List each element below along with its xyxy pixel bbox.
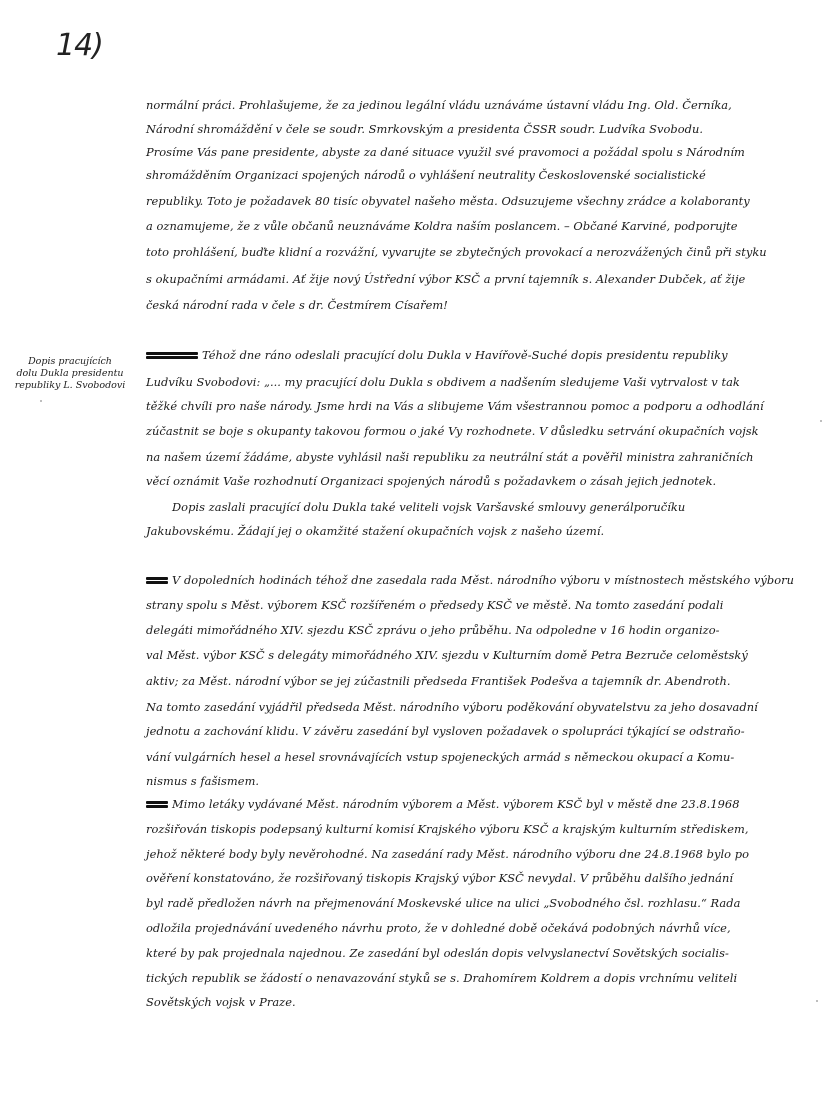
margin-note-line: republiky L. Svobodovi xyxy=(14,380,126,391)
text-line: Národní shromáždění v čele se soudr. Smrkovským a presidenta ČSSR soudr. Ludvíka Svobodu. xyxy=(146,122,704,136)
margin-note-line: dolu Dukla presidentu xyxy=(16,368,124,379)
text-line: zúčastnit se boje s okupanty takovou formou o jaké Vy rozhodnete. V důsledku setrvání okupačních vojsk xyxy=(146,424,759,438)
paragraph-marker xyxy=(146,576,168,585)
text-line: val Měst. výbor KSČ s delegáty mimořádného XIV. sjezdu v Kulturním domě Petra Bezruče celoměstský xyxy=(146,648,748,662)
scan-speck xyxy=(816,1000,818,1002)
scan-speck xyxy=(820,420,822,422)
text-line: Na tomto zasedání vyjádřil předseda Měst. národního výboru poděkování obyvatelstvu za jeho dosavadní xyxy=(146,700,758,714)
paragraph-marker xyxy=(146,351,198,360)
scan-speck xyxy=(40,400,42,402)
text-line: normální práci. Prohlašujeme, že za jedinou legální vládu uznáváme ústavní vládu Ing. Old. Černíka, xyxy=(146,98,732,112)
text-line: delegáti mimořádného XIV. sjezdu KSČ zprávu o jeho průběhu. Na odpoledne v 16 hodin organizo- xyxy=(146,623,720,637)
text-line xyxy=(146,348,728,362)
text-line: nismus s fašismem. xyxy=(146,774,260,788)
text-line: těžké chvíli pro naše národy. Jsme hrdi na Vás a slibujeme Vám všestrannou pomoc a podporu a odhodlání xyxy=(146,399,764,413)
text-line: jehož některé body byly nevěrohodné. Na zasedání rady Měst. národního výboru dne 24.8.1968 bylo po xyxy=(146,847,749,861)
text-line: odložila projednávání uvedeného návrhu proto, že v dohledné době očekává podobných návrhů více, xyxy=(146,921,731,935)
text-line: Sovětských vojsk v Praze. xyxy=(146,995,296,1009)
text-line: Dopis zaslali pracující dolu Dukla také veliteli vojsk Varšavské smlouvy generálporučíku xyxy=(172,500,686,514)
text-line xyxy=(146,797,740,811)
text-line: Prosíme Vás pane presidente, abyste za dané situace využil své pravomoci a požádal spolu s Národním xyxy=(146,145,745,159)
text-line: toto prohlášení, buďte klidní a rozvážní, vyvarujte se zbytečných provokací a nerozvážených činů při styku xyxy=(146,245,767,259)
margin-note xyxy=(2,356,138,392)
paragraph-marker xyxy=(146,800,168,809)
text-line-content: V dopoledních hodinách téhož dne zasedala rada Měst. národního výboru v místnostech městského výboru xyxy=(172,573,794,587)
text-line: byl radě předložen návrh na přejmenování Moskevské ulice na ulici „Svobodného čsl. rozhlasu.“ Rada xyxy=(146,896,741,910)
text-line: a oznamujeme, že z vůle občanů neuznáváme Koldra naším poslancem. – Občané Karviné, podporujte xyxy=(146,219,738,233)
text-line xyxy=(146,573,794,587)
text-line: Jakubovskému. Žádají jej o okamžité stažení okupačních vojsk z našeho území. xyxy=(146,524,605,538)
text-line: česká národní rada v čele s dr. Čestmírem Císařem! xyxy=(146,298,448,312)
text-line: které by pak projednala najednou. Ze zasedání byl odeslán dopis velvyslanectví Sovětských socialis- xyxy=(146,946,729,960)
text-line-content: Mimo letáky vydávané Měst. národním výborem a Měst. výborem KSČ byl v městě dne 23.8.1968 xyxy=(172,797,740,811)
text-line: věcí oznámit Vaše rozhodnutí Organizaci spojených národů s požadavkem o zásah jejich jednotek. xyxy=(146,474,717,488)
text-line: aktiv; za Měst. národní výbor se jej zúčastnili předseda František Podešva a tajemník dr. Abendroth. xyxy=(146,674,731,688)
text-line-content: Téhož dne ráno odeslali pracující dolu Dukla v Havířově-Suché dopis presidentu republiky xyxy=(202,348,728,362)
text-line: na našem území žádáme, abyste vyhlásil naši republiku za neutrální stát a pověřil ministra zahraničních xyxy=(146,450,754,464)
text-line: rozšiřován tiskopis podepsaný kulturní komisí Krajského výboru KSČ a krajským kulturním střediskem, xyxy=(146,822,749,836)
text-line: vání vulgárních hesel a hesel srovnávajících vstup spojeneckých armád s německou okupací a Komu- xyxy=(146,750,735,764)
text-line: s okupačními armádami. Ať žije nový Ústřední výbor KSČ a první tajemník s. Alexander Dubček, ať žije xyxy=(146,272,746,286)
text-line: republiky. Toto je požadavek 80 tisíc obyvatel našeho města. Odsuzujeme všechny zrádce a kolaboranty xyxy=(146,194,750,208)
text-line: jednotu a zachování klidu. V závěru zasedání byl vysloven požadavek o spolupráci týkající se odstraňo- xyxy=(146,724,745,738)
text-line: Ludvíku Svobodovi: „... my pracující dolu Dukla s obdivem a nadšením sledujeme Vaši vytrvalost v tak xyxy=(146,375,740,389)
margin-note-line: Dopis pracujících xyxy=(28,356,112,367)
text-line: tických republik se žádostí o nenavazování styků se s. Drahomírem Koldrem a dopis vrchnímu veliteli xyxy=(146,971,738,985)
text-line: strany spolu s Měst. výborem KSČ rozšířeném o předsedy KSČ ve městě. Na tomto zasedání podali xyxy=(146,598,724,612)
page-number: 14) xyxy=(56,28,103,63)
text-line: shromážděním Organizaci spojených národů o vyhlášení neutrality Československé socialistické xyxy=(146,168,706,182)
text-line: ověření konstatováno, že rozšiřovaný tiskopis Krajský výbor KSČ nevydal. V průběhu dalšího jednání xyxy=(146,871,734,885)
